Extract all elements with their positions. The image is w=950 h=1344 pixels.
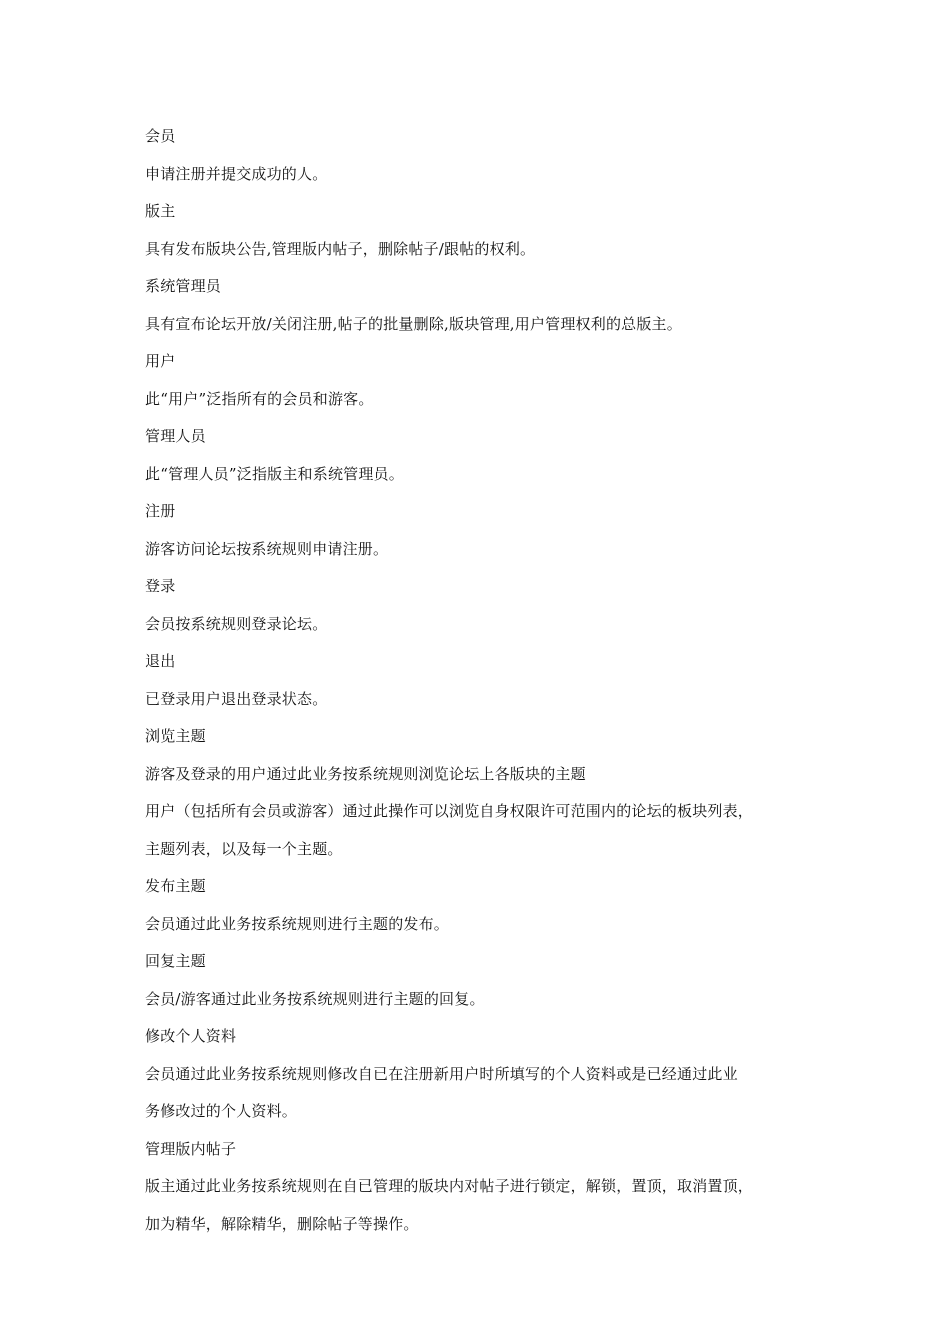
definition-manage-posts: 版主通过此业务按系统规则在自已管理的版块内对帖子进行锁定，解锁，置顶，取消置顶， <box>145 1177 754 1195</box>
document-body <box>145 118 815 1243</box>
term-managers: 管理人员 <box>145 427 206 445</box>
definition-member: 申请注册并提交成功的人。 <box>145 164 328 183</box>
term-manage-posts: 管理版内帖子 <box>145 1139 237 1158</box>
definition-user: 此“用户”泛指所有的会员和游客。 <box>145 389 374 408</box>
term-post-topic: 发布主题 <box>145 877 206 895</box>
definition-reply-topic: 会员/游客通过此业务按系统规则进行主题的回复。 <box>145 989 485 1008</box>
definition-moderator: 具有发布版块公告,管理版内帖子，删除帖子/跟帖的权利。 <box>145 239 536 258</box>
term-system-admin: 系统管理员 <box>145 277 222 295</box>
definition-edit-profile: 会员通过此业务按系统规则修改自已在注册新用户时所填写的个人资料或是已经通过此业 <box>145 1064 738 1083</box>
definition-managers: 此“管理人员”泛指版主和系统管理员。 <box>145 464 404 483</box>
definition-login: 会员按系统规则登录论坛。 <box>145 614 328 633</box>
definition-browse-topics: 游客及登录的用户通过此业务按系统规则浏览论坛上各版块的主题 <box>145 764 586 783</box>
term-edit-profile: 修改个人资料 <box>145 1027 237 1045</box>
definition-system-admin: 具有宣布论坛开放/关闭注册,帖子的批量删除,版块管理,用户管理权利的总版主。 <box>145 314 682 333</box>
term-user: 用户 <box>145 352 176 370</box>
definition-logout: 已登录用户退出登录状态。 <box>145 689 328 708</box>
definition-browse-topics-detail-cont: 主题列表，以及每一个主题。 <box>145 839 343 858</box>
term-logout: 退出 <box>145 652 176 670</box>
term-browse-topics: 浏览主题 <box>145 727 206 745</box>
definition-post-topic: 会员通过此业务按系统规则进行主题的发布。 <box>145 914 450 933</box>
definition-manage-posts-cont: 加为精华，解除精华，删除帖子等操作。 <box>145 1214 419 1233</box>
term-member: 会员 <box>145 127 176 145</box>
term-reply-topic: 回复主题 <box>145 952 206 970</box>
term-moderator: 版主 <box>145 202 176 220</box>
definition-browse-topics-detail: 用户（包括所有会员或游客）通过此操作可以浏览自身权限许可范围内的论坛的板块列表， <box>145 802 754 820</box>
definition-edit-profile-cont: 务修改过的个人资料。 <box>145 1102 298 1120</box>
term-login: 登录 <box>145 577 176 595</box>
term-register: 注册 <box>145 502 176 520</box>
definition-register: 游客访问论坛按系统规则申请注册。 <box>145 539 389 558</box>
